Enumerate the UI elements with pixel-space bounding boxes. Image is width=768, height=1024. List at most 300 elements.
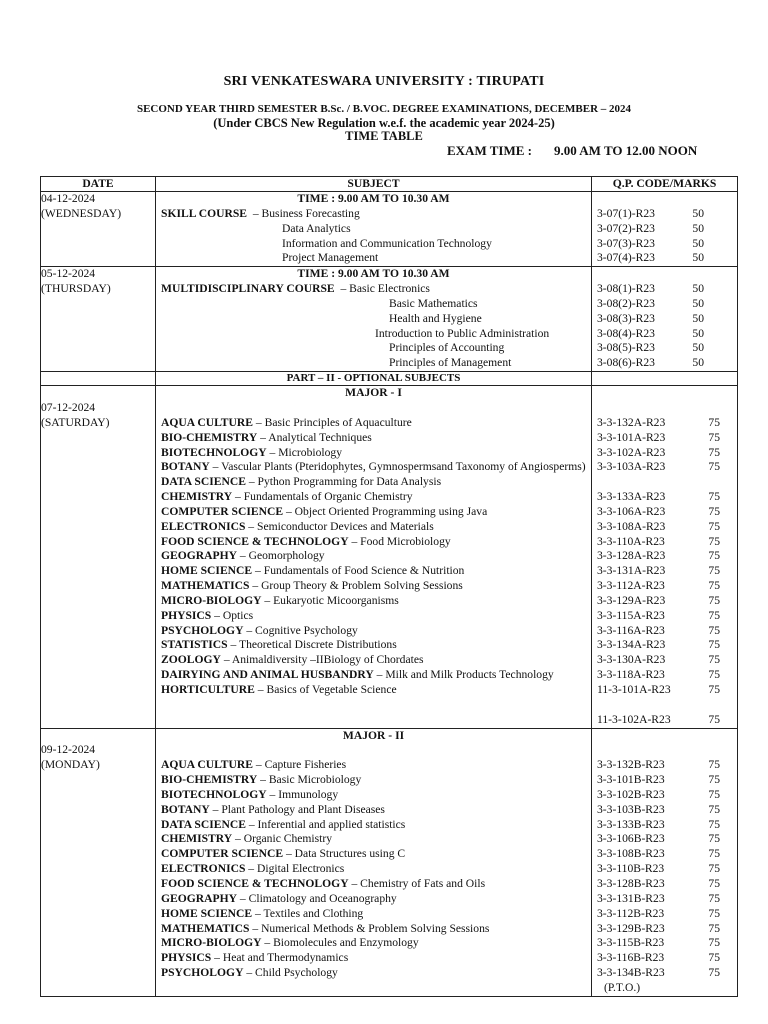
list-item: PSYCHOLOGY – Cognitive Psychology xyxy=(161,623,358,637)
code-line xyxy=(592,832,737,847)
qp-code: 3-3-112A-R23 xyxy=(597,579,665,593)
subject-name: GEOGRAPHY xyxy=(161,549,238,563)
exam-time-value: 9.00 AM TO 12.00 NOON xyxy=(553,143,698,158)
list-item: MULTIDISCIPLINARY COURSE – Basic Electronics xyxy=(161,282,430,296)
code-line xyxy=(592,788,737,803)
paper-name: Fundamentals of Organic Chemistry xyxy=(243,490,413,504)
paper-name: Introduction to Public Administration xyxy=(375,326,550,340)
list-item xyxy=(156,327,591,342)
marks: 75 xyxy=(708,712,720,726)
code-line xyxy=(592,564,737,579)
course-name: SKILL COURSE xyxy=(161,206,248,220)
marks: 50 xyxy=(692,206,704,220)
subject-name: BIO-CHEMISTRY xyxy=(161,430,258,444)
paper-name: Food Microbiology xyxy=(360,534,451,548)
paper-name: Basic Mathematics xyxy=(389,296,478,310)
pto-note: (P.T.O.) xyxy=(604,980,641,994)
list-item: AQUA CULTURE – Capture Fisheries xyxy=(161,758,347,772)
marks: 75 xyxy=(708,549,720,563)
marks: 75 xyxy=(708,936,720,950)
qp-code: 3-3-115A-R23 xyxy=(597,608,665,622)
major-title: MAJOR - II xyxy=(342,728,405,742)
list-item: ELECTRONICS – Digital Electronics xyxy=(161,862,345,876)
qp-code: 3-3-133B-R23 xyxy=(597,817,665,831)
code-line xyxy=(592,847,737,862)
major-2-code-cell xyxy=(592,728,738,996)
list-item: FOOD SCIENCE & TECHNOLOGY – Chemistry of Fats and Oils xyxy=(161,876,486,890)
part-heading-cell xyxy=(156,372,592,386)
time-table-heading: TIME TABLE xyxy=(345,129,423,143)
code-line xyxy=(592,683,737,698)
paper-name: Child Psychology xyxy=(255,966,338,980)
paper-name: Basic Microbiology xyxy=(268,773,362,787)
code-line xyxy=(592,936,737,951)
list-item: STATISTICS – Theoretical Discrete Distributions xyxy=(161,638,397,652)
list-item xyxy=(156,251,591,266)
marks: 75 xyxy=(708,490,720,504)
qp-code: 3-3-103A-R23 xyxy=(597,460,666,474)
list-item: MICRO-BIOLOGY – Eukaryotic Micoorganisms xyxy=(161,593,399,607)
skill-date-cell xyxy=(41,192,156,267)
list-item: DATA SCIENCE – Inferential and applied statistics xyxy=(161,817,406,831)
marks: 75 xyxy=(708,519,720,533)
subject-name: COMPUTER SCIENCE xyxy=(161,847,284,861)
major-2-codes xyxy=(592,758,737,981)
marks: 50 xyxy=(692,296,704,310)
major-title: MAJOR - I xyxy=(345,386,402,400)
subject-name: ZOOLOGY xyxy=(161,653,221,667)
marks: 75 xyxy=(708,623,720,637)
qp-code: 3-08(4)-R23 xyxy=(597,326,655,340)
paper-name: Eukaryotic Micoorganisms xyxy=(273,593,399,607)
paper-name: Basic Electronics xyxy=(349,282,430,296)
code-line xyxy=(592,356,737,371)
marks: 50 xyxy=(692,236,704,250)
qp-code: 11-3-102A-R23 xyxy=(597,712,671,726)
qp-code: 3-07(2)-R23 xyxy=(597,221,655,235)
marks: 75 xyxy=(708,802,720,816)
paper-name: Semiconductor Devices and Materials xyxy=(257,519,434,533)
marks: 75 xyxy=(708,832,720,846)
list-item: CHEMISTRY – Organic Chemistry xyxy=(161,832,333,846)
list-item: ZOOLOGY – Animaldiversity –IIBiology of Chordates xyxy=(161,653,424,667)
marks: 75 xyxy=(708,608,720,622)
paper-name: Object Oriented Programming using Java xyxy=(294,504,488,518)
marks: 75 xyxy=(708,445,720,459)
paper-name: Geomorphology xyxy=(248,549,325,563)
subject-name: PHYSICS xyxy=(161,608,212,622)
code-line xyxy=(592,951,737,966)
multi-code-cell xyxy=(592,267,738,372)
subject-name: ELECTRONICS xyxy=(161,519,246,533)
list-item: BIOTECHNOLOGY – Microbiology xyxy=(161,445,343,459)
code-line xyxy=(592,653,737,668)
timetable xyxy=(40,176,738,997)
marks: 75 xyxy=(708,504,720,518)
marks: 50 xyxy=(692,251,704,265)
multi-date-cell xyxy=(41,267,156,372)
code-line xyxy=(592,668,737,683)
list-item: FOOD SCIENCE & TECHNOLOGY – Food Microbiology xyxy=(161,534,451,548)
col-header-subject: SUBJECT xyxy=(156,177,592,192)
marks: 75 xyxy=(708,906,720,920)
list-item: HOME SCIENCE – Textiles and Clothing xyxy=(161,906,364,920)
subject-name: PHYSICS xyxy=(161,951,212,965)
major-2-subject-cell xyxy=(156,728,592,996)
header-row xyxy=(41,177,738,192)
qp-code: 3-08(2)-R23 xyxy=(597,296,655,310)
list-item xyxy=(156,356,591,371)
marks: 75 xyxy=(708,773,720,787)
subject-name: GEOGRAPHY xyxy=(161,891,238,905)
code-line xyxy=(592,535,737,550)
paper-name: Cognitive Psychology xyxy=(255,623,358,637)
paper-name: Microbiology xyxy=(278,445,343,459)
qp-code: 3-07(1)-R23 xyxy=(597,206,655,220)
qp-code: 3-3-110B-R23 xyxy=(597,862,665,876)
code-line xyxy=(592,431,737,446)
paper-name: Vascular Plants (Pteridophytes, Gymnospermsand Taxonomy of Angiosperms) xyxy=(221,460,586,474)
major-1-codes xyxy=(592,416,737,728)
qp-code: 3-3-106B-R23 xyxy=(597,832,665,846)
list-item: PHYSICS – Optics xyxy=(161,608,254,622)
skill-course-row xyxy=(41,192,738,267)
subject-name: PSYCHOLOGY xyxy=(161,966,244,980)
major-1-date-cell xyxy=(41,386,156,728)
code-line xyxy=(592,505,737,520)
qp-code: 3-3-129A-R23 xyxy=(597,593,666,607)
list-item: CHEMISTRY – Fundamentals of Organic Chemistry xyxy=(161,490,413,504)
marks: 75 xyxy=(708,653,720,667)
list-item: HOME SCIENCE – Fundamentals of Food Science & Nutrition xyxy=(161,564,465,578)
list-item: MATHEMATICS – Group Theory & Problem Solving Sessions xyxy=(161,579,463,593)
list-item: BIO-CHEMISTRY – Analytical Techniques xyxy=(161,430,372,444)
subject-name: DATA SCIENCE xyxy=(161,817,246,831)
list-item: BIO-CHEMISTRY – Basic Microbiology xyxy=(161,773,362,787)
code-line xyxy=(592,922,737,937)
code-line xyxy=(592,609,737,624)
session-time: TIME : 9.00 AM TO 10.30 AM xyxy=(297,192,450,205)
subject-name: MICRO-BIOLOGY xyxy=(161,593,262,607)
qp-code: 3-3-106A-R23 xyxy=(597,504,666,518)
paper-name: Animaldiversity –IIBiology of Chordates xyxy=(231,653,424,667)
qp-code: 3-3-130A-R23 xyxy=(597,653,666,667)
code-line xyxy=(592,416,737,431)
qp-code: 3-08(6)-R23 xyxy=(597,356,655,370)
list-item: COMPUTER SCIENCE – Data Structures using C xyxy=(161,847,406,861)
paper-name: Python Programming for Data Analysis xyxy=(257,475,442,489)
paper-name: Inferential and applied statistics xyxy=(257,817,406,831)
multidisciplinary-row xyxy=(41,267,738,372)
code-line xyxy=(592,713,737,728)
list-item: AQUA CULTURE – Basic Principles of Aquaculture xyxy=(161,415,412,429)
qp-code: 3-3-129B-R23 xyxy=(597,921,665,935)
marks: 75 xyxy=(708,579,720,593)
subject-name: BOTANY xyxy=(161,460,210,474)
major-2-row xyxy=(41,728,738,996)
list-item xyxy=(156,297,591,312)
marks: 75 xyxy=(708,683,720,696)
subject-name: CHEMISTRY xyxy=(161,832,233,846)
qp-code: 3-07(4)-R23 xyxy=(597,251,655,265)
paper-name: Milk and Milk Products Technology xyxy=(385,668,554,682)
paper-name: Optics xyxy=(222,608,254,622)
paper-name: Information and Communication Technology xyxy=(282,236,492,250)
code-line xyxy=(592,251,737,266)
qp-code: 3-3-134B-R23 xyxy=(597,966,665,980)
code-line xyxy=(592,237,737,252)
qp-code: 3-3-108A-R23 xyxy=(597,519,666,533)
list-item: BOTANY – Vascular Plants (Pteridophytes, Gymnospermsand Taxonomy of Angiosperms) xyxy=(161,460,586,474)
subject-name: PSYCHOLOGY xyxy=(161,623,244,637)
paper-name: Chemistry of Fats and Oils xyxy=(360,876,486,890)
code-line xyxy=(592,327,737,342)
subject-name: STATISTICS xyxy=(161,638,228,652)
marks: 50 xyxy=(692,326,704,340)
paper-name: Analytical Techniques xyxy=(268,430,372,444)
paper-name: Theoretical Discrete Distributions xyxy=(238,638,397,652)
list-item xyxy=(156,237,591,252)
marks: 75 xyxy=(708,758,720,772)
qp-code: 3-3-131B-R23 xyxy=(597,891,665,905)
code-line xyxy=(592,520,737,535)
qp-code: 3-3-101B-R23 xyxy=(597,773,665,787)
paper-name: Textiles and Clothing xyxy=(263,906,364,920)
paper-name: Group Theory & Problem Solving Sessions xyxy=(261,579,463,593)
subject-name: DAIRYING AND ANIMAL HUSBANDRY xyxy=(161,668,374,682)
marks: 75 xyxy=(708,460,720,474)
university-title: SRI VENKATESWARA UNIVERSITY : TIRUPATI xyxy=(223,74,545,89)
list-item: DATA SCIENCE – Python Programming for Data Analysis xyxy=(161,475,442,489)
code-line xyxy=(592,907,737,922)
qp-code: 3-08(5)-R23 xyxy=(597,341,655,355)
exam-day: (THURSDAY) xyxy=(41,282,111,296)
code-line xyxy=(592,862,737,877)
major-1-row xyxy=(41,386,738,728)
marks: 50 xyxy=(692,341,704,355)
marks: 75 xyxy=(708,534,720,548)
code-line xyxy=(592,312,737,327)
empty-cell xyxy=(592,372,738,386)
list-item xyxy=(156,341,591,356)
marks: 75 xyxy=(708,847,720,861)
paper-name: Project Management xyxy=(282,251,379,265)
list-item xyxy=(156,312,591,327)
list-item: COMPUTER SCIENCE – Object Oriented Programming using Java xyxy=(161,504,488,518)
code-line xyxy=(592,773,737,788)
qp-code: 3-3-101A-R23 xyxy=(597,430,666,444)
qp-code: 3-3-116B-R23 xyxy=(597,951,665,965)
regulation-note: (Under CBCS New Regulation w.e.f. the academic year 2024-25) xyxy=(213,116,555,130)
subject-name: ELECTRONICS xyxy=(161,862,246,876)
paper-name: Basic Principles of Aquaculture xyxy=(264,415,412,429)
part-heading: PART – II - OPTIONAL SUBJECTS xyxy=(286,372,461,385)
marks: 75 xyxy=(708,817,720,831)
marks: 75 xyxy=(708,862,720,876)
major-2-list xyxy=(156,758,591,981)
code-line xyxy=(592,877,737,892)
exam-day: (SATURDAY) xyxy=(41,415,110,429)
code-line xyxy=(592,341,737,356)
exam-title: SECOND YEAR THIRD SEMESTER B.Sc. / B.VOC. DEGREE EXAMINATIONS, DECEMBER – 2024 xyxy=(136,103,632,115)
qp-code: 3-3-133A-R23 xyxy=(597,490,666,504)
list-item xyxy=(156,222,591,237)
qp-code: 3-3-112B-R23 xyxy=(597,906,665,920)
marks: 50 xyxy=(692,311,704,325)
exam-date: 09-12-2024 xyxy=(41,743,96,757)
subject-name: COMPUTER SCIENCE xyxy=(161,504,284,518)
list-item: MICRO-BIOLOGY – Biomolecules and Enzymology xyxy=(161,936,419,950)
list-item: GEOGRAPHY – Climatology and Oceanography xyxy=(161,891,397,905)
subject-name: DATA SCIENCE xyxy=(161,475,246,489)
qp-code: 3-07(3)-R23 xyxy=(597,236,655,250)
subject-name: MATHEMATICS xyxy=(161,921,250,935)
marks: 75 xyxy=(708,891,720,905)
subject-name: HOME SCIENCE xyxy=(161,906,253,920)
exam-day: (WEDNESDAY) xyxy=(41,206,122,220)
code-line xyxy=(592,579,737,594)
subject-name: AQUA CULTURE xyxy=(161,415,254,429)
marks: 75 xyxy=(708,564,720,578)
marks: 75 xyxy=(708,638,720,652)
qp-code: 3-3-110A-R23 xyxy=(597,534,665,548)
major-1-list xyxy=(156,416,591,698)
session-time: TIME : 9.00 AM TO 10.30 AM xyxy=(297,267,450,281)
subject-name: BIOTECHNOLOGY xyxy=(161,787,267,801)
paper-name: Capture Fisheries xyxy=(264,758,347,772)
qp-code: 3-3-128A-R23 xyxy=(597,549,666,563)
marks: 75 xyxy=(708,876,720,890)
subject-name: CHEMISTRY xyxy=(161,490,233,504)
subject-name: FOOD SCIENCE & TECHNOLOGY xyxy=(161,876,349,890)
qp-code: 3-08(1)-R23 xyxy=(597,282,655,296)
paper-name: Principles of Management xyxy=(389,356,512,370)
marks: 50 xyxy=(692,282,704,296)
qp-code: 11-3-101A-R23 xyxy=(597,683,671,696)
code-line xyxy=(592,460,737,475)
qp-code: 3-3-116A-R23 xyxy=(597,623,665,637)
major-1-subject-cell xyxy=(156,386,592,728)
empty-cell xyxy=(41,372,156,386)
subject-name: MATHEMATICS xyxy=(161,579,250,593)
list-item: PHYSICS – Heat and Thermodynamics xyxy=(161,951,349,965)
marks: 50 xyxy=(692,356,704,370)
subject-name: BIOTECHNOLOGY xyxy=(161,445,267,459)
code-line xyxy=(592,624,737,639)
code-line xyxy=(592,207,737,222)
code-line xyxy=(592,490,737,505)
list-item: GEOGRAPHY – Geomorphology xyxy=(161,549,325,563)
code-line xyxy=(592,549,737,564)
list-item: ELECTRONICS – Semiconductor Devices and Materials xyxy=(161,519,434,533)
exam-time xyxy=(447,143,697,159)
subject-name: MICRO-BIOLOGY xyxy=(161,936,262,950)
code-line xyxy=(592,297,737,312)
major-2-date-cell xyxy=(41,728,156,996)
qp-code: 3-3-103B-R23 xyxy=(597,802,665,816)
code-line xyxy=(592,446,737,461)
skill-subject-cell xyxy=(156,192,592,267)
exam-date: 04-12-2024 xyxy=(41,192,96,205)
paper-name: Immunology xyxy=(278,787,339,801)
paper-name: Biomolecules and Enzymology xyxy=(273,936,419,950)
paper-name: Basics of Vegetable Science xyxy=(266,683,397,696)
col-header-date: DATE xyxy=(41,177,156,192)
marks: 50 xyxy=(692,221,704,235)
qp-code: 3-3-108B-R23 xyxy=(597,847,665,861)
marks: 75 xyxy=(708,593,720,607)
subject-name: HOME SCIENCE xyxy=(161,564,253,578)
paper-name: Business Forecasting xyxy=(261,206,360,220)
code-line xyxy=(592,966,737,981)
list-item: SKILL COURSE – Business Forecasting xyxy=(161,206,360,220)
paper-name: Data Analytics xyxy=(282,221,351,235)
code-line xyxy=(592,818,737,833)
list-item: BOTANY – Plant Pathology and Plant Diseases xyxy=(161,802,385,816)
marks: 75 xyxy=(708,787,720,801)
qp-code: 3-3-131A-R23 xyxy=(597,564,666,578)
paper-name: Health and Hygiene xyxy=(389,311,482,325)
marks: 75 xyxy=(708,921,720,935)
qp-code: 3-3-128B-R23 xyxy=(597,876,665,890)
part-heading-row xyxy=(41,372,738,386)
exam-time-label: EXAM TIME : xyxy=(447,143,532,158)
skill-code-cell xyxy=(592,192,738,267)
exam-date: 07-12-2024 xyxy=(41,400,96,414)
qp-code: 3-3-115B-R23 xyxy=(597,936,665,950)
subject-name: AQUA CULTURE xyxy=(161,758,254,772)
qp-code: 3-3-132B-R23 xyxy=(597,758,665,772)
col-header-code: Q.P. CODE/MARKS xyxy=(592,177,738,192)
paper-name: Climatology and Oceanography xyxy=(248,891,397,905)
subject-name: BIO-CHEMISTRY xyxy=(161,773,258,787)
exam-date: 05-12-2024 xyxy=(41,267,96,281)
paper-name: Principles of Accounting xyxy=(389,341,505,355)
code-line xyxy=(592,758,737,773)
subject-name: FOOD SCIENCE & TECHNOLOGY xyxy=(161,534,349,548)
code-line xyxy=(592,282,737,297)
course-name: MULTIDISCIPLINARY COURSE xyxy=(161,282,335,296)
code-line xyxy=(592,638,737,653)
qp-code: 3-3-132A-R23 xyxy=(597,415,666,429)
qp-code: 3-3-102A-R23 xyxy=(597,445,666,459)
list-item: MATHEMATICS – Numerical Methods & Problem Solving Sessions xyxy=(161,921,490,935)
marks: 75 xyxy=(708,430,720,444)
code-line xyxy=(592,222,737,237)
subject-name: BOTANY xyxy=(161,802,210,816)
list-item: HORTICULTURE – Basics of Vegetable Science xyxy=(161,683,397,696)
multi-subject-cell xyxy=(156,267,592,372)
paper-name: Organic Chemistry xyxy=(243,832,333,846)
list-item: BIOTECHNOLOGY – Immunology xyxy=(161,787,339,801)
paper-name: Heat and Thermodynamics xyxy=(222,951,349,965)
code-line xyxy=(592,803,737,818)
paper-name: Plant Pathology and Plant Diseases xyxy=(221,802,385,816)
exam-day: (MONDAY) xyxy=(41,758,100,772)
major-1-code-cell xyxy=(592,386,738,728)
paper-name: Numerical Methods & Problem Solving Sessions xyxy=(261,921,490,935)
marks: 75 xyxy=(708,966,720,980)
qp-code: 3-3-118A-R23 xyxy=(597,668,665,682)
list-item: PSYCHOLOGY – Child Psychology xyxy=(161,966,338,980)
paper-name: Digital Electronics xyxy=(257,862,345,876)
qp-code: 3-08(3)-R23 xyxy=(597,311,655,325)
marks: 75 xyxy=(708,951,720,965)
subject-name: HORTICULTURE xyxy=(161,683,255,696)
code-line xyxy=(592,892,737,907)
paper-name: Data Structures using C xyxy=(294,847,406,861)
code-line xyxy=(592,594,737,609)
